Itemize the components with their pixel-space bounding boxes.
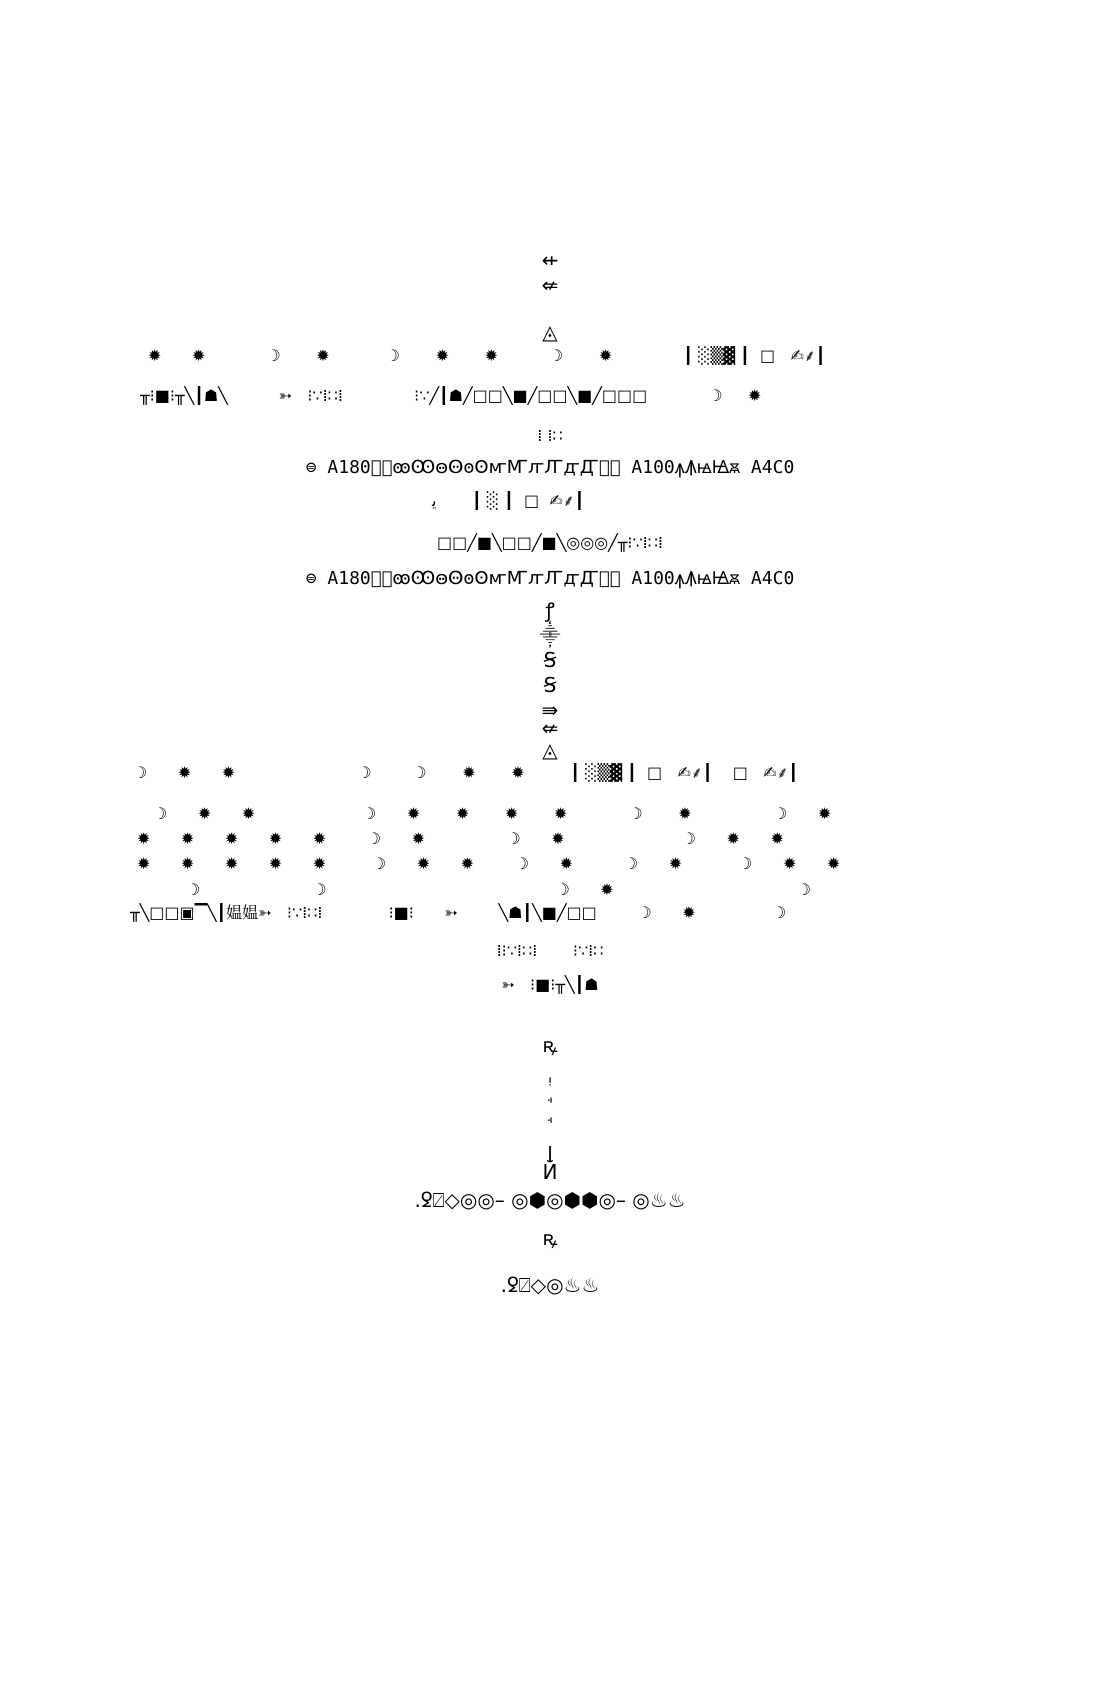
symbol-row-14: .ꝿ⍁◇◎◎– ◎⬢◎⬢⬢◎– ◎♨♨ xyxy=(414,1188,686,1212)
glyph-d: ꝭ xyxy=(545,598,555,622)
reference-line-1: ⊜ A180ꙮ꙰ꙭꙬꙫꙪꙩꙨꙧꙦꙥꙤꙣꙢꙡꙠ A100ꙟꙞꙝꙜꙛ A4C0 xyxy=(305,457,795,478)
symbol-row-5: □□╱■╲□□╱■╲◎◎◎╱╥⁝∵⁞∷⁞ xyxy=(437,533,663,552)
symbol-row-4: ﯾ ┃ ░ ┃ □ ✍⸙┃ xyxy=(432,491,585,510)
glyph-l: ꜝ xyxy=(547,1073,553,1097)
symbol-row-2: ╥⁝■⁝╥╲┃☗╲ ➳ ⁝∵⁞∷⁞ ⁝∵╱┃☗╱□□╲■╱□□╲■╱□□□ ☽ ✹ xyxy=(140,386,762,405)
glyph-p: Й xyxy=(542,1160,558,1184)
symbol-row-8: ✹ ✹ ✹ ✹ ✹ ☽ ✹ ☽ ✹ ☽ ✹ ✹ xyxy=(137,829,784,848)
glyph-q: ꝶ xyxy=(542,1226,558,1250)
symbol-row-12: ⁞⁝∵⁞∷⁞ ⁝∵⁞∷ xyxy=(496,941,604,960)
symbol-row-15: .ꝿ⍁◇◎♨♨ xyxy=(500,1273,600,1297)
symbol-row-6: ☽ ✹ ✹ ☽ ☽ ✹ ✹ ┃ ░▒▓ ┃ □ ✍⸙┃ □ ✍⸙┃ xyxy=(133,763,799,782)
glyph-i: ⇍ xyxy=(541,716,559,740)
glyph-g: Ꞩ xyxy=(543,673,557,697)
symbol-row-13: ➳ ⁝■⁝╥╲┃☗ xyxy=(501,975,599,994)
glyph-c: ◬ xyxy=(542,320,558,344)
glyph-f: Ꞩ xyxy=(543,648,557,672)
glyph-e: ⸎ xyxy=(539,623,561,647)
glyph-a: ⇷ xyxy=(541,248,559,272)
reference-line-2: ⊜ A180ꙮ꙰ꙭꙬꙫꙪꙩꙨꙧꙦꙥꙤꙣꙢꙡꙠ A100ꙟꙞꙝꙜꙛ A4C0 xyxy=(305,568,795,589)
glyph-b: ⇍ xyxy=(541,273,559,297)
symbol-row-1: ✹ ✹ ☽ ✹ ☽ ✹ ✹ ☽ ✹ ┃ ░▒▓ ┃ □ ✍⸙┃ xyxy=(148,346,826,365)
glyph-h: ⇛ xyxy=(541,698,559,722)
symbol-row-3: ⁞ ⁞∷ xyxy=(537,426,563,445)
symbol-row-9: ✹ ✹ ✹ ✹ ✹ ☽ ✹ ✹ ☽ ✹ ☽ ✹ ☽ ✹ ✹ xyxy=(137,854,841,873)
glyph-j: ◬ xyxy=(542,738,558,762)
symbol-row-7: ☽ ✹ ✹ ☽ ✹ ✹ ✹ ✹ ☽ ✹ ☽ ✹ xyxy=(153,804,832,823)
glyph-m xyxy=(0,1095,1100,1115)
glyph-n xyxy=(0,1115,1100,1135)
glyph-o: ꞁ xyxy=(547,1138,553,1162)
glyph-k: ꝶ xyxy=(542,1033,558,1057)
symbol-row-11: ╥╲□□▣▔╲┃媪媪➳ ⁝∵⁞∷⁞ ⁝■⁝ ➳ ╲☗┃╲■╱□□ ☽ ✹ ☽ xyxy=(130,903,787,922)
symbol-row-10: ☽ ☽ ☽ ✹ ☽ xyxy=(186,880,812,899)
